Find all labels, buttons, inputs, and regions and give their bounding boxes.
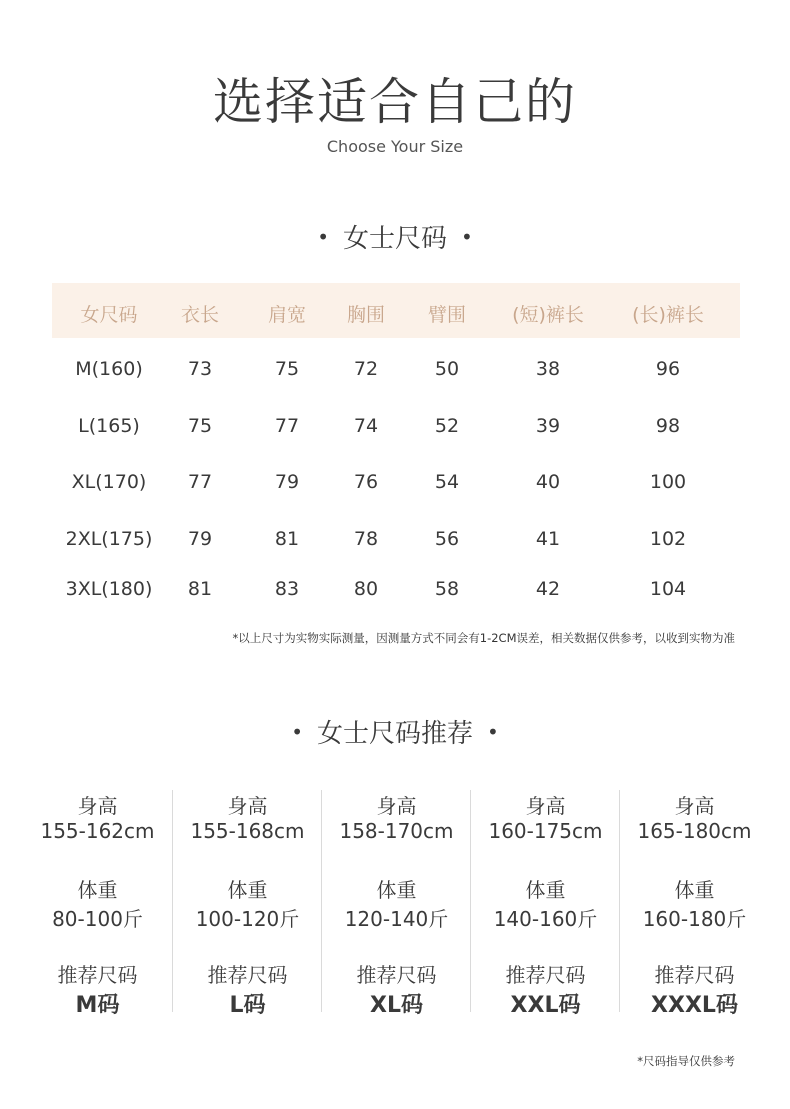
bullet-dot: • xyxy=(317,225,329,249)
header-arm: 臂围 xyxy=(427,304,466,326)
cell-short-pants: 42 xyxy=(535,578,561,600)
header-short-pants: (短)裤长 xyxy=(512,304,584,326)
size-label: 推荐尺码 xyxy=(207,963,288,987)
height-value: 158-170cm xyxy=(339,819,454,843)
weight-value: 80-100斤 xyxy=(52,907,143,931)
cell-long-pants: 102 xyxy=(649,528,687,550)
cell-arm: 56 xyxy=(434,528,460,550)
header-shoulder: 肩宽 xyxy=(267,304,306,326)
height-value: 165-180cm xyxy=(637,819,752,843)
height-label: 身高 xyxy=(77,794,118,818)
recommend-column xyxy=(321,790,471,1018)
cell-length: 77 xyxy=(187,471,213,493)
guide-note: *尺码指导仅供参考 xyxy=(637,1054,735,1068)
cell-shoulder: 79 xyxy=(274,471,300,493)
cell-long-pants: 98 xyxy=(655,415,681,437)
section-title-text: 女士尺码 xyxy=(342,224,447,254)
cell-bust: 76 xyxy=(353,471,379,493)
measurement-note: *以上尺寸为实物实际测量，因测量方式不同会有1-2CM误差，相关数据仅供参考，以收到实物为准 xyxy=(232,631,735,645)
recommended-size: XXL码 xyxy=(510,993,581,1018)
page-subtitle: Choose Your Size xyxy=(326,137,464,156)
cell-arm: 58 xyxy=(434,578,460,600)
header-length: 衣长 xyxy=(180,304,219,326)
height-label: 身高 xyxy=(674,794,715,818)
recommended-size: XXXL码 xyxy=(651,993,738,1018)
cell-long-pants: 104 xyxy=(649,578,687,600)
height-value: 160-175cm xyxy=(488,819,603,843)
cell-shoulder: 77 xyxy=(274,415,300,437)
weight-value: 100-120斤 xyxy=(195,907,300,931)
cell-shoulder: 81 xyxy=(274,528,300,550)
cell-size: 3XL(180) xyxy=(65,578,153,600)
weight-value: 140-160斤 xyxy=(493,907,598,931)
cell-length: 81 xyxy=(187,578,213,600)
cell-size: 2XL(175) xyxy=(65,528,153,550)
cell-bust: 80 xyxy=(353,578,379,600)
cell-short-pants: 39 xyxy=(535,415,561,437)
recommend-column xyxy=(619,790,769,1018)
weight-value: 160-180斤 xyxy=(642,907,747,931)
weight-label: 体重 xyxy=(227,878,268,902)
cell-size: L(165) xyxy=(78,415,140,437)
size-label: 推荐尺码 xyxy=(654,963,735,987)
cell-length: 79 xyxy=(187,528,213,550)
section-title-size-chart xyxy=(0,218,790,255)
section-title-text: 女士尺码推荐 xyxy=(316,719,473,749)
weight-value: 120-140斤 xyxy=(344,907,449,931)
size-label: 推荐尺码 xyxy=(356,963,437,987)
cell-long-pants: 100 xyxy=(649,471,687,493)
cell-arm: 50 xyxy=(434,358,460,380)
height-label: 身高 xyxy=(376,794,417,818)
cell-shoulder: 75 xyxy=(274,358,300,380)
cell-size: M(160) xyxy=(75,358,143,380)
bullet-dot: • xyxy=(487,720,499,744)
cell-long-pants: 96 xyxy=(655,358,681,380)
section-title-recommend xyxy=(0,713,790,750)
recommended-size: L码 xyxy=(229,993,266,1018)
cell-shoulder: 83 xyxy=(274,578,300,600)
height-label: 身高 xyxy=(525,794,566,818)
height-label: 身高 xyxy=(227,794,268,818)
bullet-dot: • xyxy=(291,720,303,744)
weight-label: 体重 xyxy=(77,878,118,902)
recommend-column xyxy=(470,790,620,1018)
cell-length: 73 xyxy=(187,358,213,380)
cell-short-pants: 40 xyxy=(535,471,561,493)
height-value: 155-168cm xyxy=(190,819,305,843)
cell-short-pants: 38 xyxy=(535,358,561,380)
recommend-column xyxy=(23,790,172,1018)
header-size: 女尺码 xyxy=(80,304,138,326)
cell-short-pants: 41 xyxy=(535,528,561,550)
cell-arm: 52 xyxy=(434,415,460,437)
size-label: 推荐尺码 xyxy=(57,963,138,987)
header-long-pants: (长)裤长 xyxy=(632,304,704,326)
weight-label: 体重 xyxy=(674,878,715,902)
cell-bust: 74 xyxy=(353,415,379,437)
cell-bust: 72 xyxy=(353,358,379,380)
weight-label: 体重 xyxy=(525,878,566,902)
cell-size: XL(170) xyxy=(71,471,147,493)
cell-bust: 78 xyxy=(353,528,379,550)
size-table-header xyxy=(52,283,740,338)
recommended-size: XL码 xyxy=(370,993,423,1018)
size-label: 推荐尺码 xyxy=(505,963,586,987)
weight-label: 体重 xyxy=(376,878,417,902)
height-value: 155-162cm xyxy=(40,819,155,843)
recommended-size: M码 xyxy=(75,993,120,1018)
header-bust: 胸围 xyxy=(346,304,385,326)
bullet-dot: • xyxy=(461,225,473,249)
recommend-column xyxy=(172,790,322,1018)
cell-arm: 54 xyxy=(434,471,460,493)
page-title: 选择适合自己的 xyxy=(213,73,577,131)
cell-length: 75 xyxy=(187,415,213,437)
